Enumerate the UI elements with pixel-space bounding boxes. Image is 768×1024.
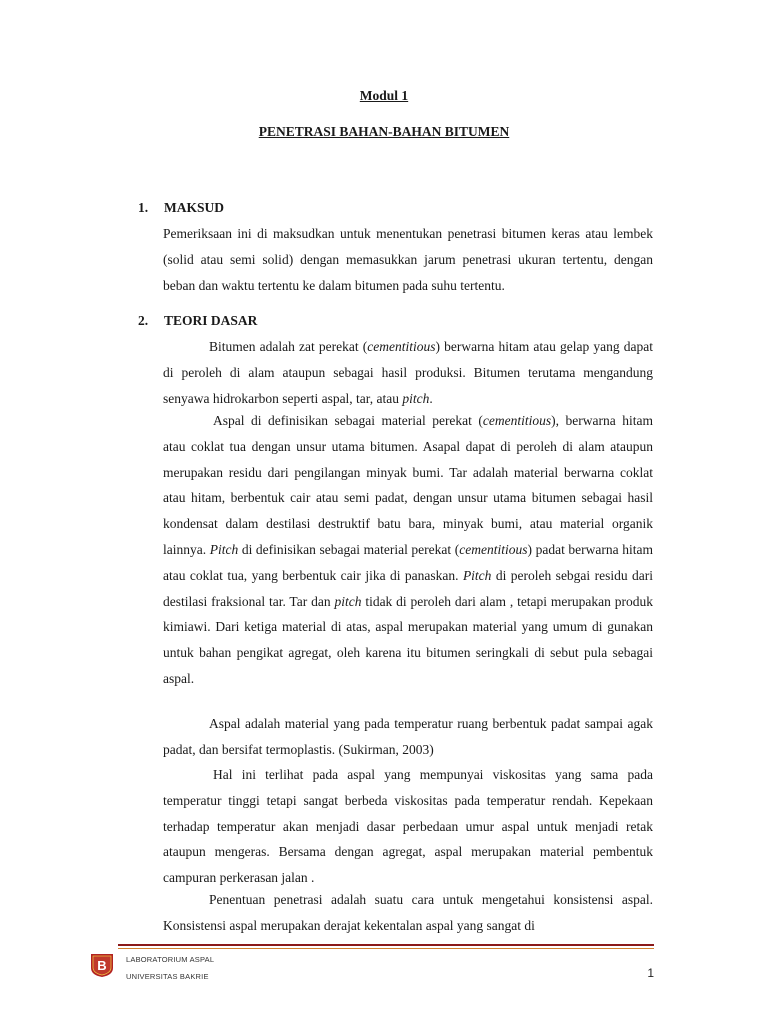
- footer-divider-accent: [118, 948, 654, 949]
- section-title: MAKSUD: [164, 200, 224, 215]
- footer-divider: [118, 944, 654, 946]
- section-heading-teori-dasar: [138, 313, 257, 329]
- paragraph-maksud: Pemeriksaan ini di maksudkan untuk menentukan penetrasi bitumen keras atau lembek (solid atau semi solid) dengan memasukkan jarum penetrasi ukuran tertentu, dengan beban dan waktu tertentu ke dalam bitumen pada suhu tertentu.: [163, 226, 653, 293]
- paragraph-aspal-definisi: [163, 408, 653, 692]
- paragraph-text: Penentuan penetrasi adalah suatu cara untuk mengetahui konsistensi aspal. Konsistensi aspal merupakan derajat kekentalan aspal yang sangat di: [163, 892, 653, 933]
- paragraph-penetrasi: [163, 887, 653, 939]
- footer-lab-name: LABORATORIUM ASPAL: [126, 955, 215, 964]
- paragraph-text: Bitumen adalah zat perekat (cementitious) berwarna hitam atau gelap yang dapat di peroleh di alam ataupun sebagai hasil produksi. Bitumen terutama mengandung senyawa hidrokarbon seperti aspal, tar, atau pitch.: [163, 339, 653, 406]
- page-number: 1: [647, 966, 654, 980]
- paragraph-bitumen: [163, 334, 653, 411]
- university-logo-icon: [89, 952, 115, 978]
- paragraph-aspal-material: [163, 711, 653, 763]
- section-heading-maksud: [138, 200, 224, 216]
- section-number: 1.: [138, 200, 149, 215]
- paragraph-text: Aspal adalah material yang pada temperatur ruang berbentuk padat sampai agak padat, dan bersifat termoplastis. (Sukirman, 2003): [163, 716, 653, 757]
- paragraph-text: Hal ini terlihat pada aspal yang mempunyai viskositas yang sama pada temperatur tinggi tetapi sangat berbeda viskositas pada temperatur rendah. Kepekaan terhadap temperatur akan menjadi dasar perbedaan umur aspal untuk menjadi retak ataupun mengeras. Bersama dengan agregat, aspal merupakan material pembentuk campuran perkerasan jalan .: [163, 767, 653, 886]
- module-title: Modul 1: [359, 88, 409, 103]
- main-title: PENETRASI BAHAN-BAHAN BITUMEN: [258, 124, 510, 139]
- paragraph-text: Aspal di definisikan sebagai material perekat (cementitious), berwarna hitam atau coklat tua dengan unsur utama bitumen. Asapal dapat di peroleh di alam ataupun merupakan residu dari pengilangan minyak bumi. Tar adalah material berwarna coklat atau hitam, berbentuk cair atau semi padat, dengan unsur utama bitumen sebagai hasil kondensat dalam destilasi destruktif batu bara, minyak bumi, atau material organik lainnya. Pitch di definisikan sebagai material perekat (cementitious) padat berwarna hitam atau coklat tua, yang berbentuk cair jika di panaskan. Pitch di peroleh sebgai residu dari destilasi fraksional tar. Tar dan pitch tidak di peroleh dari alam , tetapi merupakan produk kimiawi. Dari ketiga material di atas, aspal merupakan material yang umum di gunakan untuk bahan pengikat agregat, oleh karena itu bitumen seringkali di sebut pula sebagai aspal.: [163, 413, 653, 686]
- section-number: 2.: [138, 313, 149, 328]
- logo-letter: B: [97, 958, 107, 973]
- paragraph-viskositas: [163, 762, 653, 891]
- footer-university-name: UNIVERSITAS BAKRIE: [126, 972, 209, 981]
- section-title: TEORI DASAR: [164, 313, 258, 328]
